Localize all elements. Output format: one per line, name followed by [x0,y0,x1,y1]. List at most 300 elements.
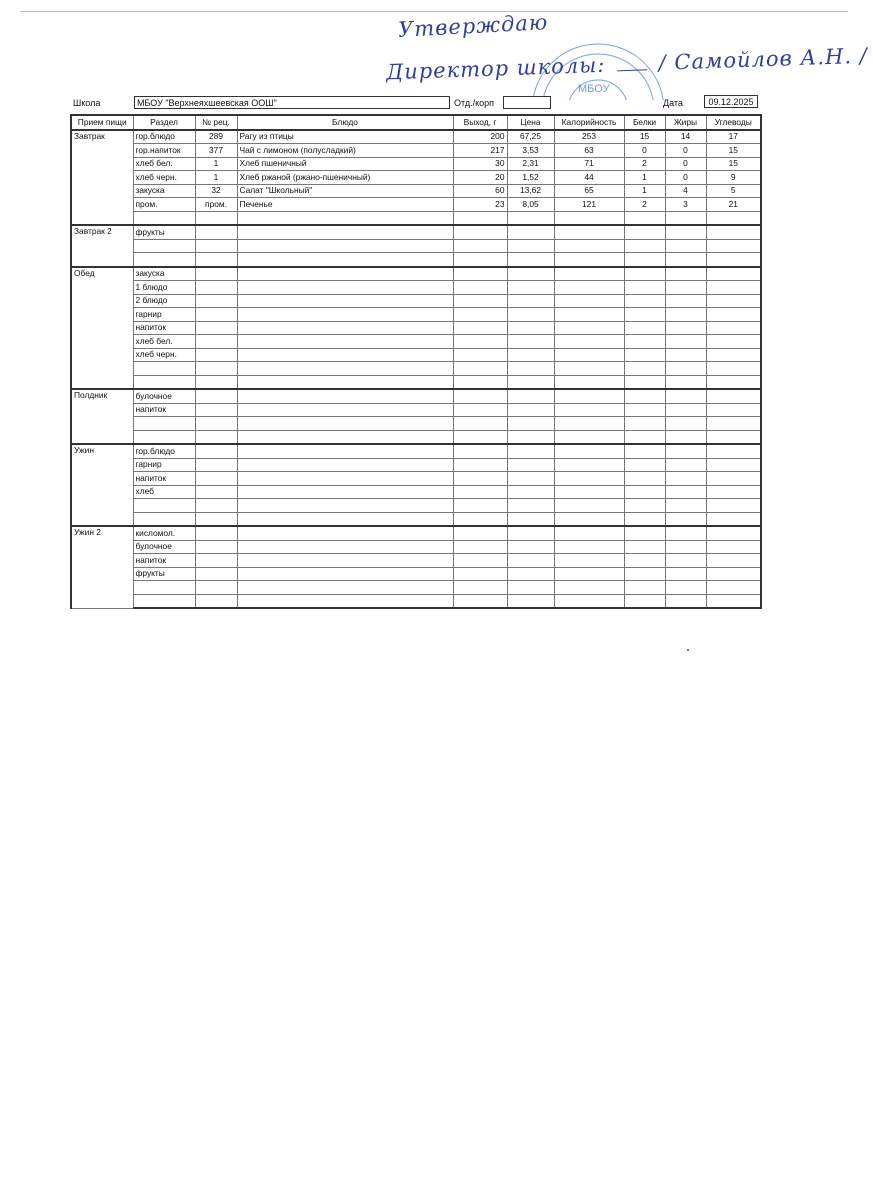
calories-cell [554,485,624,499]
dish-cell [237,308,453,322]
protein-cell: 0 [624,144,665,158]
calories-cell [554,472,624,486]
table-row [71,294,761,308]
signature-scribble [617,69,647,71]
section-cell: кисломол. [133,526,195,540]
calories-cell: 71 [554,157,624,171]
dish-cell [237,389,453,403]
output-cell [453,225,507,239]
section-cell [133,253,195,267]
carbs-cell [706,430,761,444]
carbs-cell [706,321,761,335]
col-header-recipe: № рец. [195,115,237,130]
carbs-cell [706,444,761,458]
meal-name-cell: Завтрак [71,130,133,226]
protein-cell: 1 [624,171,665,185]
calories-cell [554,540,624,554]
price-cell [507,308,554,322]
dish-cell [237,430,453,444]
calories-cell [554,294,624,308]
carbs-cell [706,540,761,554]
protein-cell [624,403,665,417]
table-row [71,239,761,253]
carbs-cell [706,375,761,389]
table-row [71,554,761,568]
carbs-cell: 15 [706,144,761,158]
fat-cell [665,211,706,225]
table-row [71,375,761,389]
table-row [71,130,761,144]
recipe-cell: пром. [195,198,237,212]
carbs-cell [706,403,761,417]
col-header-fat: Жиры [665,115,706,130]
price-cell [507,567,554,581]
price-cell [507,472,554,486]
recipe-cell [195,458,237,472]
fat-cell [665,348,706,362]
dish-cell: Салат "Школьный" [237,184,453,198]
school-field: МБОУ "Верхнеяхшеевская ООШ" [134,96,450,109]
meal-name-cell: Полдник [71,389,133,444]
dish-cell [237,554,453,568]
fat-cell [665,362,706,376]
dish-cell [237,239,453,253]
school-label: Школа [73,98,101,108]
recipe-cell: 1 [195,157,237,171]
recipe-cell [195,362,237,376]
recipe-cell [195,294,237,308]
fat-cell [665,225,706,239]
calories-cell [554,308,624,322]
section-cell: напиток [133,403,195,417]
fat-cell: 14 [665,130,706,144]
price-cell [507,225,554,239]
output-cell [453,485,507,499]
protein-cell: 1 [624,184,665,198]
protein-cell [624,239,665,253]
dept-label: Отд./корп [454,98,494,108]
section-cell [133,417,195,431]
recipe-cell [195,554,237,568]
carbs-cell [706,348,761,362]
calories-cell [554,267,624,281]
section-cell: гор.блюдо [133,130,195,144]
dish-cell [237,499,453,513]
dish-cell [237,211,453,225]
price-cell: 1,52 [507,171,554,185]
output-cell [453,594,507,608]
output-cell: 30 [453,157,507,171]
recipe-cell [195,430,237,444]
approval-title: Директор школы: [385,52,606,85]
fat-cell [665,375,706,389]
carbs-cell [706,294,761,308]
table-row [71,348,761,362]
dish-cell [237,581,453,595]
section-cell: булочное [133,389,195,403]
section-cell [133,430,195,444]
recipe-cell [195,472,237,486]
calories-cell [554,389,624,403]
carbs-cell: 21 [706,198,761,212]
calories-cell: 65 [554,184,624,198]
table-row [71,321,761,335]
table-row [71,211,761,225]
price-cell [507,512,554,526]
dish-cell [237,321,453,335]
dish-cell [237,362,453,376]
fat-cell [665,430,706,444]
fat-cell [665,253,706,267]
carbs-cell [706,567,761,581]
table-row [71,362,761,376]
meal-name-cell: Завтрак 2 [71,225,133,267]
carbs-cell [706,499,761,513]
section-cell [133,594,195,608]
calories-cell [554,581,624,595]
recipe-cell [195,444,237,458]
fat-cell [665,281,706,295]
section-cell: гор.напиток [133,144,195,158]
output-cell [453,567,507,581]
output-cell [453,444,507,458]
table-row [71,444,761,458]
price-cell [507,321,554,335]
col-header-carbs: Углеводы [706,115,761,130]
protein-cell [624,472,665,486]
protein-cell: 2 [624,157,665,171]
calories-cell [554,253,624,267]
carbs-cell [706,485,761,499]
output-cell: 23 [453,198,507,212]
calories-cell [554,375,624,389]
section-cell [133,375,195,389]
protein-cell [624,540,665,554]
output-cell [453,554,507,568]
output-cell [453,267,507,281]
approval-block [0,0,873,100]
output-cell [453,499,507,513]
output-cell [453,581,507,595]
table-row [71,157,761,171]
output-cell [453,540,507,554]
protein-cell [624,211,665,225]
price-cell [507,581,554,595]
price-cell [507,267,554,281]
protein-cell [624,430,665,444]
section-cell: булочное [133,540,195,554]
fat-cell [665,403,706,417]
calories-cell: 44 [554,171,624,185]
carbs-cell [706,335,761,349]
fat-cell: 4 [665,184,706,198]
dish-cell [237,594,453,608]
col-header-protein: Белки [624,115,665,130]
fat-cell [665,294,706,308]
recipe-cell [195,540,237,554]
fat-cell [665,267,706,281]
dish-cell [237,472,453,486]
output-cell [453,362,507,376]
protein-cell [624,417,665,431]
fat-cell: 0 [665,144,706,158]
carbs-cell [706,472,761,486]
protein-cell [624,554,665,568]
calories-cell [554,594,624,608]
price-cell [507,430,554,444]
recipe-cell [195,526,237,540]
price-cell [507,362,554,376]
price-cell [507,444,554,458]
fat-cell [665,540,706,554]
fat-cell: 0 [665,171,706,185]
table-row [71,171,761,185]
output-cell [453,253,507,267]
fat-cell: 0 [665,157,706,171]
protein-cell [624,512,665,526]
fat-cell [665,526,706,540]
price-cell [507,403,554,417]
section-cell [133,499,195,513]
price-cell [507,499,554,513]
col-header-price: Цена [507,115,554,130]
col-header-meal: Прием пищи [71,115,133,130]
recipe-cell [195,567,237,581]
dish-cell [237,335,453,349]
output-cell [453,430,507,444]
col-header-output: Выход, г [453,115,507,130]
dish-cell [237,403,453,417]
protein-cell [624,308,665,322]
calories-cell: 253 [554,130,624,144]
price-cell [507,375,554,389]
output-cell [453,335,507,349]
recipe-cell [195,417,237,431]
calories-cell [554,362,624,376]
protein-cell [624,321,665,335]
table-row [71,594,761,608]
section-cell: напиток [133,472,195,486]
recipe-cell [195,281,237,295]
protein-cell [624,375,665,389]
output-cell [453,389,507,403]
dish-cell [237,444,453,458]
calories-cell [554,239,624,253]
recipe-cell [195,211,237,225]
section-cell: фрукты [133,567,195,581]
recipe-cell [195,267,237,281]
fat-cell [665,499,706,513]
price-cell [507,335,554,349]
scan-speck [687,649,689,651]
carbs-cell [706,267,761,281]
section-cell: закуска [133,267,195,281]
output-cell [453,403,507,417]
protein-cell [624,281,665,295]
meal-name-cell: Обед [71,267,133,390]
section-cell [133,581,195,595]
output-cell [453,472,507,486]
menu-table-body [71,130,761,609]
recipe-cell [195,321,237,335]
price-cell: 13,62 [507,184,554,198]
protein-cell [624,485,665,499]
section-cell: пром. [133,198,195,212]
output-cell [453,308,507,322]
carbs-cell [706,253,761,267]
protein-cell [624,567,665,581]
calories-cell: 121 [554,198,624,212]
table-row [71,485,761,499]
section-cell: напиток [133,554,195,568]
price-cell [507,348,554,362]
table-row [71,430,761,444]
recipe-cell [195,389,237,403]
calories-cell [554,417,624,431]
price-cell: 67,25 [507,130,554,144]
protein-cell: 2 [624,198,665,212]
dish-cell [237,225,453,239]
calories-cell [554,321,624,335]
col-header-dish: Блюдо [237,115,453,130]
carbs-cell [706,281,761,295]
date-label: Дата [663,98,683,108]
recipe-cell [195,499,237,513]
section-cell: закуска [133,184,195,198]
fat-cell [665,581,706,595]
fat-cell [665,321,706,335]
table-row [71,540,761,554]
fat-cell [665,485,706,499]
table-row [71,198,761,212]
section-cell: хлеб бел. [133,335,195,349]
carbs-cell [706,389,761,403]
calories-cell [554,499,624,513]
recipe-cell [195,348,237,362]
recipe-cell [195,225,237,239]
carbs-cell [706,225,761,239]
dish-cell [237,281,453,295]
dish-cell [237,294,453,308]
calories-cell [554,403,624,417]
carbs-cell [706,362,761,376]
table-row [71,389,761,403]
table-row [71,458,761,472]
fat-cell [665,567,706,581]
output-cell [453,294,507,308]
recipe-cell: 289 [195,130,237,144]
section-cell: 1 блюдо [133,281,195,295]
table-row [71,581,761,595]
table-row [71,512,761,526]
section-cell: напиток [133,321,195,335]
recipe-cell [195,308,237,322]
table-row [71,281,761,295]
carbs-cell: 17 [706,130,761,144]
section-cell: гарнир [133,458,195,472]
price-cell [507,211,554,225]
recipe-cell [195,581,237,595]
fat-cell [665,389,706,403]
carbs-cell [706,594,761,608]
menu-table [70,114,762,609]
price-cell [507,594,554,608]
table-row [71,225,761,239]
carbs-cell [706,239,761,253]
price-cell [507,253,554,267]
price-cell: 3,53 [507,144,554,158]
table-row [71,417,761,431]
table-row [71,335,761,349]
protein-cell [624,348,665,362]
price-cell: 2,31 [507,157,554,171]
price-cell: 8,05 [507,198,554,212]
table-row [71,499,761,513]
section-cell: хлеб черн. [133,171,195,185]
output-cell [453,512,507,526]
table-row [71,253,761,267]
price-cell [507,294,554,308]
output-cell [453,375,507,389]
section-cell: хлеб бел. [133,157,195,171]
fat-cell [665,458,706,472]
stamp-label: МБОУ [578,83,610,95]
fat-cell [665,308,706,322]
table-row [71,144,761,158]
dish-cell: Печенье [237,198,453,212]
recipe-cell [195,375,237,389]
dish-cell [237,375,453,389]
dept-field [503,96,551,109]
price-cell [507,281,554,295]
protein-cell [624,458,665,472]
protein-cell [624,362,665,376]
fat-cell [665,335,706,349]
table-row [71,403,761,417]
protein-cell [624,389,665,403]
calories-cell [554,348,624,362]
table-row [71,308,761,322]
col-header-section: Раздел [133,115,195,130]
price-cell [507,526,554,540]
carbs-cell [706,526,761,540]
carbs-cell: 9 [706,171,761,185]
dish-cell [237,540,453,554]
fat-cell [665,594,706,608]
price-cell [507,239,554,253]
dish-cell [237,526,453,540]
table-header-row [71,115,761,130]
fat-cell [665,554,706,568]
calories-cell [554,211,624,225]
protein-cell [624,335,665,349]
calories-cell [554,444,624,458]
output-cell [453,239,507,253]
table-row [71,567,761,581]
fat-cell [665,417,706,431]
recipe-cell [195,512,237,526]
dish-cell [237,253,453,267]
calories-cell [554,526,624,540]
output-cell [453,348,507,362]
calories-cell: 63 [554,144,624,158]
price-cell [507,554,554,568]
protein-cell [624,581,665,595]
output-cell [453,526,507,540]
carbs-cell [706,211,761,225]
dish-cell: Рагу из птицы [237,130,453,144]
protein-cell [624,526,665,540]
